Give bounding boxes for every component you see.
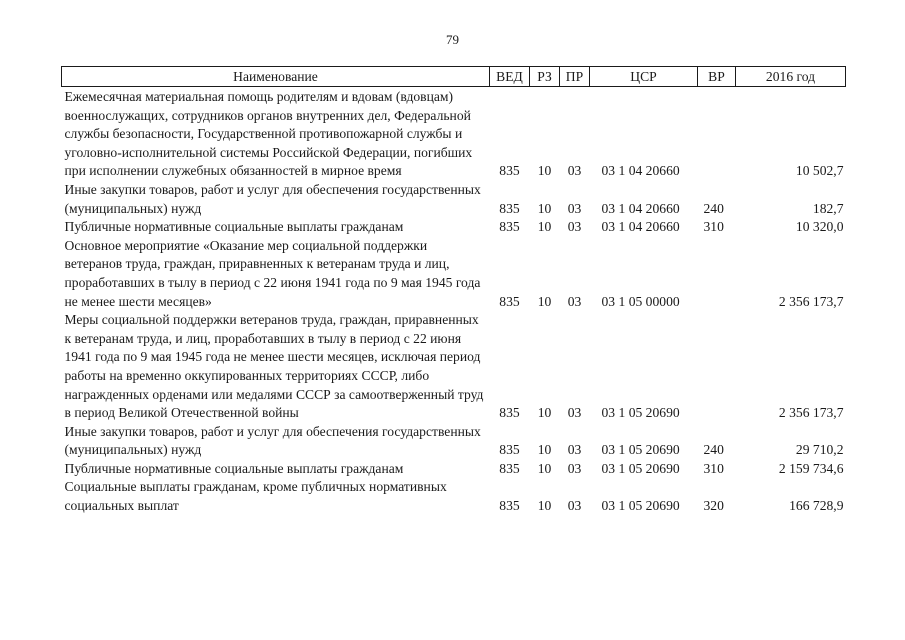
table-header-row	[62, 67, 846, 87]
row-vr	[698, 311, 736, 423]
row-csr: 03 1 05 20690	[601, 460, 680, 476]
row-name: Основное мероприятие «Оказание мер социальной поддержки ветеранов труда, граждан, приравненных к ветеранам труда и лиц, проработавших в тылу в период с 22 июня 1941 года по 9 мая 1945 года не менее шести месяцев»	[64, 237, 481, 309]
row-amount: 2 356 173,7	[778, 405, 844, 421]
table-row	[62, 218, 846, 237]
row-pr: 03	[567, 200, 582, 216]
row-pr: 03	[567, 498, 582, 514]
page-number: 79	[446, 32, 459, 47]
table-row	[62, 311, 846, 423]
table-row	[62, 478, 846, 515]
row-pr: 03	[567, 405, 582, 421]
row-amount: 10 320,0	[795, 219, 844, 235]
row-pr: 03	[567, 219, 582, 235]
row-ved: 835	[499, 460, 520, 476]
row-csr: 03 1 05 20690	[601, 442, 680, 458]
row-name: Иные закупки товаров, работ и услуг для обеспечения государственных (муниципальных) нужд	[64, 181, 481, 216]
header-name: Наименование	[62, 67, 490, 87]
row-ved: 835	[499, 163, 520, 179]
header-csr: ЦСР	[590, 67, 698, 87]
row-rz: 10	[537, 163, 552, 179]
row-vr	[698, 237, 736, 311]
row-name: Публичные нормативные социальные выплаты гражданам	[64, 460, 404, 476]
row-csr: 03 1 05 00000	[601, 293, 680, 309]
header-rz: РЗ	[530, 67, 560, 87]
row-amount: 166 728,9	[789, 498, 844, 514]
header-pr: ПР	[560, 67, 590, 87]
row-pr: 03	[567, 293, 582, 309]
row-name: Иные закупки товаров, работ и услуг для обеспечения государственных (муниципальных) нужд	[64, 423, 481, 458]
row-pr: 03	[567, 163, 582, 179]
row-name: Меры социальной поддержки ветеранов труда, граждан, приравненных к ветеранам труда, и лиц, проработавших в тылу в период с 22 июня 1941 года по 9 мая 1945 года не менее шести месяцев, исключая период работы на временно оккупированных территориях СССР, либо награжденных орденами или медалями СССР за самоотверженный труд в период Великой Отечественной войны	[64, 312, 484, 421]
row-amount: 10 502,7	[795, 163, 844, 179]
row-ved: 835	[499, 442, 520, 458]
row-amount: 2 159 734,6	[778, 460, 844, 476]
row-vr: 240	[703, 200, 724, 216]
row-csr: 03 1 04 20660	[601, 219, 680, 235]
row-vr: 320	[703, 498, 724, 514]
row-name: Публичные нормативные социальные выплаты гражданам	[64, 219, 404, 235]
row-ved: 835	[499, 219, 520, 235]
table-row	[62, 460, 846, 479]
header-ved: ВЕД	[490, 67, 530, 87]
row-vr: 240	[703, 442, 724, 458]
row-rz: 10	[537, 460, 552, 476]
row-rz: 10	[537, 405, 552, 421]
table-row	[62, 237, 846, 311]
row-rz: 10	[537, 498, 552, 514]
header-vr: ВР	[698, 67, 736, 87]
row-ved: 835	[499, 200, 520, 216]
row-pr: 03	[567, 442, 582, 458]
table-row	[62, 181, 846, 218]
row-vr: 310	[703, 460, 724, 476]
table-row	[62, 87, 846, 181]
table-row	[62, 423, 846, 460]
row-amount: 182,7	[812, 200, 844, 216]
row-csr: 03 1 04 20660	[601, 200, 680, 216]
row-pr: 03	[567, 460, 582, 476]
row-ved: 835	[499, 293, 520, 309]
row-rz: 10	[537, 293, 552, 309]
row-ved: 835	[499, 405, 520, 421]
row-vr	[698, 87, 736, 181]
row-amount: 2 356 173,7	[778, 293, 844, 309]
row-ved: 835	[499, 498, 520, 514]
row-amount: 29 710,2	[795, 442, 844, 458]
row-rz: 10	[537, 442, 552, 458]
row-name: Социальные выплаты гражданам, кроме публичных нормативных социальных выплат	[64, 479, 447, 514]
row-csr: 03 1 05 20690	[601, 405, 680, 421]
header-year: 2016 год	[736, 67, 846, 87]
row-name: Ежемесячная материальная помощь родителям и вдовам (вдовцам) военнослужащих, сотрудников органов внутренних дел, Федеральной службы безопасности, Государственной противопожарной службы и уголовно-исполнительной системы Российской Федерации, погибших при исполнении служебных обязанностей в мирное время	[64, 89, 473, 179]
row-csr: 03 1 05 20690	[601, 498, 680, 514]
budget-table	[61, 66, 846, 516]
row-vr: 310	[703, 219, 724, 235]
row-rz: 10	[537, 219, 552, 235]
row-csr: 03 1 04 20660	[601, 163, 680, 179]
row-rz: 10	[537, 200, 552, 216]
